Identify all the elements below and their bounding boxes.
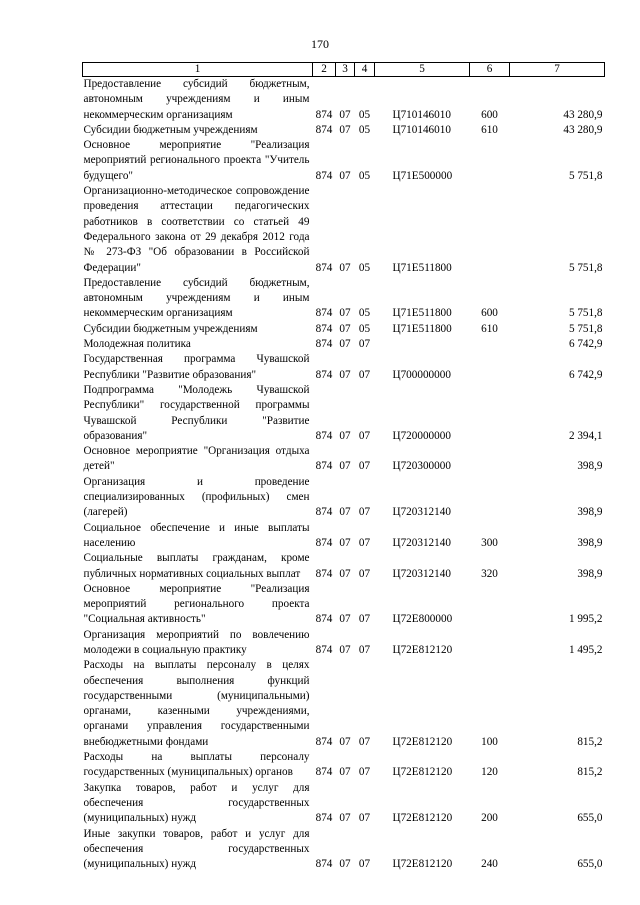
row-grbs-code: 874 <box>315 322 333 335</box>
row-section-code: 07 <box>339 858 351 871</box>
row-target-article-code: Ц71Е511800 <box>392 261 452 274</box>
row-expense-type-code <box>470 383 510 444</box>
row-grbs-code: 874 <box>315 613 333 626</box>
row-section-code: 07 <box>339 766 351 779</box>
row-name: Организация мероприятий по вовлечению молодежи в социальную практику <box>83 628 310 656</box>
row-name: Расходы на выплаты персоналу в целях обеспечения выполнения функций государственными (муниципальными) органами, казенными учреждениями, органами управления государственными внебюджетными фондами <box>83 659 310 748</box>
row-amount: 5 751,8 <box>568 307 603 320</box>
table-row <box>83 628 605 659</box>
table-row <box>83 337 605 352</box>
table-row <box>83 551 605 582</box>
row-section-code: 07 <box>339 613 351 626</box>
table-row <box>83 276 605 322</box>
row-expense-type-code <box>470 337 510 352</box>
row-expense-type-code <box>470 138 510 184</box>
table-row <box>83 475 605 521</box>
row-grbs-code: 874 <box>315 506 333 519</box>
row-name: Закупка товаров, работ и услуг для обеспечения государственных (муниципальных) нужд <box>83 781 310 825</box>
row-name: Расходы на выплаты персоналу государственных (муниципальных) органов <box>83 751 310 779</box>
column-header-2: 2 <box>313 63 336 77</box>
row-amount: 6 742,9 <box>568 338 603 351</box>
row-target-article-code: Ц72Е812120 <box>392 858 453 871</box>
row-grbs-code: 874 <box>315 536 333 549</box>
row-subsection-code: 07 <box>358 506 371 519</box>
row-section-code: 07 <box>339 460 351 473</box>
row-grbs-code: 874 <box>315 643 333 656</box>
row-name: Социальное обеспечение и иные выплаты населению <box>83 521 310 549</box>
row-subsection-code: 07 <box>358 368 371 381</box>
row-subsection-code: 07 <box>358 460 371 473</box>
row-subsection-code: 07 <box>358 613 371 626</box>
budget-table <box>82 62 605 872</box>
row-section-code: 07 <box>339 567 351 580</box>
column-header-3: 3 <box>336 63 355 77</box>
row-subsection-code: 05 <box>358 123 371 136</box>
table-row <box>83 352 605 383</box>
row-amount: 398,9 <box>577 536 603 549</box>
row-target-article-code: Ц72Е812120 <box>392 812 453 825</box>
page-number: 170 <box>311 37 329 51</box>
row-section-code: 07 <box>339 429 351 442</box>
row-amount: 43 280,9 <box>563 123 603 136</box>
table-row <box>83 582 605 628</box>
row-amount: 815,2 <box>577 735 603 748</box>
row-section-code: 07 <box>339 643 351 656</box>
row-grbs-code: 874 <box>315 460 333 473</box>
table-row <box>83 658 605 750</box>
row-target-article-code: Ц720312140 <box>392 536 451 549</box>
row-target-article-code: Ц720000000 <box>392 429 451 442</box>
row-section-code: 07 <box>339 123 351 136</box>
row-target-article-code: Ц72Е812120 <box>392 735 453 748</box>
row-amount: 815,2 <box>577 766 603 779</box>
row-amount: 1 995,2 <box>568 613 603 626</box>
row-expense-type-code: 320 <box>481 567 498 580</box>
row-name: Организация и проведение специализированных (профильных) смен (лагерей) <box>83 475 310 519</box>
row-expense-type-code <box>470 444 510 475</box>
row-name: Иные закупки товаров, работ и услуг для обеспечения государственных (муниципальных) нужд <box>83 827 310 871</box>
row-amount: 398,9 <box>577 567 603 580</box>
row-section-code: 07 <box>339 536 351 549</box>
row-grbs-code: 874 <box>315 108 333 121</box>
row-expense-type-code <box>470 628 510 659</box>
row-expense-type-code: 610 <box>481 322 498 335</box>
row-amount: 2 394,1 <box>568 429 603 442</box>
row-name: Субсидии бюджетным учреждениям <box>83 322 258 335</box>
row-name: Предоставление субсидий бюджетным, автономным учреждениям и иным некоммерческим организациям <box>83 78 310 121</box>
row-expense-type-code <box>470 582 510 628</box>
row-expense-type-code <box>470 475 510 521</box>
row-name: Основное мероприятие "Организация отдыха детей" <box>83 445 310 473</box>
column-header-6: 6 <box>470 63 510 77</box>
row-target-article-code <box>375 337 470 352</box>
row-section-code: 07 <box>339 506 351 519</box>
row-subsection-code: 05 <box>358 261 371 274</box>
row-grbs-code: 874 <box>315 812 333 825</box>
column-header-5: 5 <box>375 63 470 77</box>
row-section-code: 07 <box>339 735 351 748</box>
row-expense-type-code: 120 <box>481 766 498 779</box>
row-subsection-code: 07 <box>358 536 371 549</box>
row-target-article-code: Ц700000000 <box>392 368 451 381</box>
row-target-article-code: Ц720312140 <box>392 506 451 519</box>
row-amount: 655,0 <box>577 858 603 871</box>
row-subsection-code: 07 <box>358 643 371 656</box>
row-amount: 398,9 <box>577 506 603 519</box>
row-name: Молодежная политика <box>83 338 191 351</box>
row-amount: 6 742,9 <box>568 368 603 381</box>
row-section-code: 07 <box>339 322 351 335</box>
column-header-4: 4 <box>355 63 375 77</box>
table-row <box>83 521 605 552</box>
row-amount: 5 751,8 <box>568 322 603 335</box>
row-target-article-code: Ц71Е500000 <box>392 169 453 182</box>
row-grbs-code: 874 <box>315 735 333 748</box>
row-subsection-code: 07 <box>358 735 371 748</box>
row-name: Основное мероприятие "Реализация мероприятий регионального проекта "Социальная активность" <box>83 582 310 626</box>
table-row <box>83 322 605 337</box>
row-subsection-code: 05 <box>358 307 371 320</box>
row-name: Субсидии бюджетным учреждениям <box>83 123 258 136</box>
row-section-code: 07 <box>339 812 351 825</box>
row-grbs-code: 874 <box>315 338 333 351</box>
row-target-article-code: Ц710146010 <box>392 108 451 121</box>
row-name: Государственная программа Чувашской Республики "Развитие образования" <box>83 353 310 381</box>
header-row <box>83 63 605 77</box>
row-section-code: 07 <box>339 108 351 121</box>
table-row <box>83 123 605 138</box>
row-expense-type-code: 240 <box>481 858 498 871</box>
row-section-code: 07 <box>339 169 351 182</box>
row-target-article-code: Ц710146010 <box>392 123 451 136</box>
column-header-7: 7 <box>510 63 605 77</box>
row-grbs-code: 874 <box>315 307 333 320</box>
row-expense-type-code <box>470 352 510 383</box>
row-section-code: 07 <box>339 338 351 351</box>
row-amount: 5 751,8 <box>568 261 603 274</box>
row-grbs-code: 874 <box>315 429 333 442</box>
row-expense-type-code: 600 <box>481 108 498 121</box>
table-header <box>83 63 605 77</box>
row-target-article-code: Ц720300000 <box>392 460 451 473</box>
row-name: Основное мероприятие "Реализация мероприятий регионального проекта "Учитель будущего" <box>83 139 310 182</box>
row-expense-type-code: 300 <box>481 536 498 549</box>
table-row <box>83 444 605 475</box>
table-row <box>83 750 605 781</box>
row-section-code: 07 <box>339 307 351 320</box>
row-target-article-code: Ц72Е812120 <box>392 766 453 779</box>
row-grbs-code: 874 <box>315 368 333 381</box>
row-subsection-code: 07 <box>358 567 371 580</box>
row-subsection-code: 07 <box>358 429 371 442</box>
row-amount: 1 495,2 <box>568 643 603 656</box>
table-row <box>83 138 605 184</box>
table-body <box>83 77 605 873</box>
table-row <box>83 781 605 827</box>
row-amount: 5 751,8 <box>568 169 603 182</box>
row-amount: 43 280,9 <box>563 108 603 121</box>
row-expense-type-code: 100 <box>481 735 498 748</box>
row-amount: 398,9 <box>577 460 603 473</box>
row-expense-type-code: 600 <box>481 307 498 320</box>
row-target-article-code: Ц72Е812120 <box>392 643 453 656</box>
row-subsection-code: 05 <box>358 108 371 121</box>
row-target-article-code: Ц72Е800000 <box>392 613 453 626</box>
table-row <box>83 184 605 276</box>
row-target-article-code: Ц720312140 <box>392 567 451 580</box>
row-expense-type-code <box>470 184 510 276</box>
table-row <box>83 77 605 123</box>
row-grbs-code: 874 <box>315 261 333 274</box>
row-grbs-code: 874 <box>315 858 333 871</box>
row-name: Социальные выплаты гражданам, кроме публичных нормативных социальных выплат <box>83 552 310 580</box>
row-subsection-code: 05 <box>358 169 371 182</box>
row-grbs-code: 874 <box>315 567 333 580</box>
row-grbs-code: 874 <box>315 169 333 182</box>
row-subsection-code: 05 <box>358 322 371 335</box>
column-header-1: 1 <box>83 63 313 77</box>
row-target-article-code: Ц71Е511800 <box>392 307 452 320</box>
row-name: Подпрограмма "Молодежь Чувашской Республики" государственной программы Чувашской Республики "Развитие образования" <box>83 383 310 442</box>
row-grbs-code: 874 <box>315 766 333 779</box>
row-expense-type-code: 610 <box>481 123 498 136</box>
table-row <box>83 827 605 873</box>
row-name: Организационно-методическое сопровождение проведения аттестации педагогических работников в соответствии со статьей 49 Федерального закона от 29 декабря 2012 года № 273-ФЗ "Об образовании в Российской Федерации" <box>83 185 310 274</box>
row-subsection-code: 07 <box>358 338 371 351</box>
row-name: Предоставление субсидий бюджетным, автономным учреждениям и иным некоммерческим организациям <box>83 276 310 320</box>
row-amount: 655,0 <box>577 812 603 825</box>
table-row <box>83 383 605 444</box>
row-section-code: 07 <box>339 368 351 381</box>
row-subsection-code: 07 <box>358 766 371 779</box>
row-section-code: 07 <box>339 261 351 274</box>
row-grbs-code: 874 <box>315 123 333 136</box>
row-subsection-code: 07 <box>358 812 371 825</box>
row-subsection-code: 07 <box>358 858 371 871</box>
row-expense-type-code: 200 <box>481 812 498 825</box>
row-target-article-code: Ц71Е511800 <box>392 322 452 335</box>
